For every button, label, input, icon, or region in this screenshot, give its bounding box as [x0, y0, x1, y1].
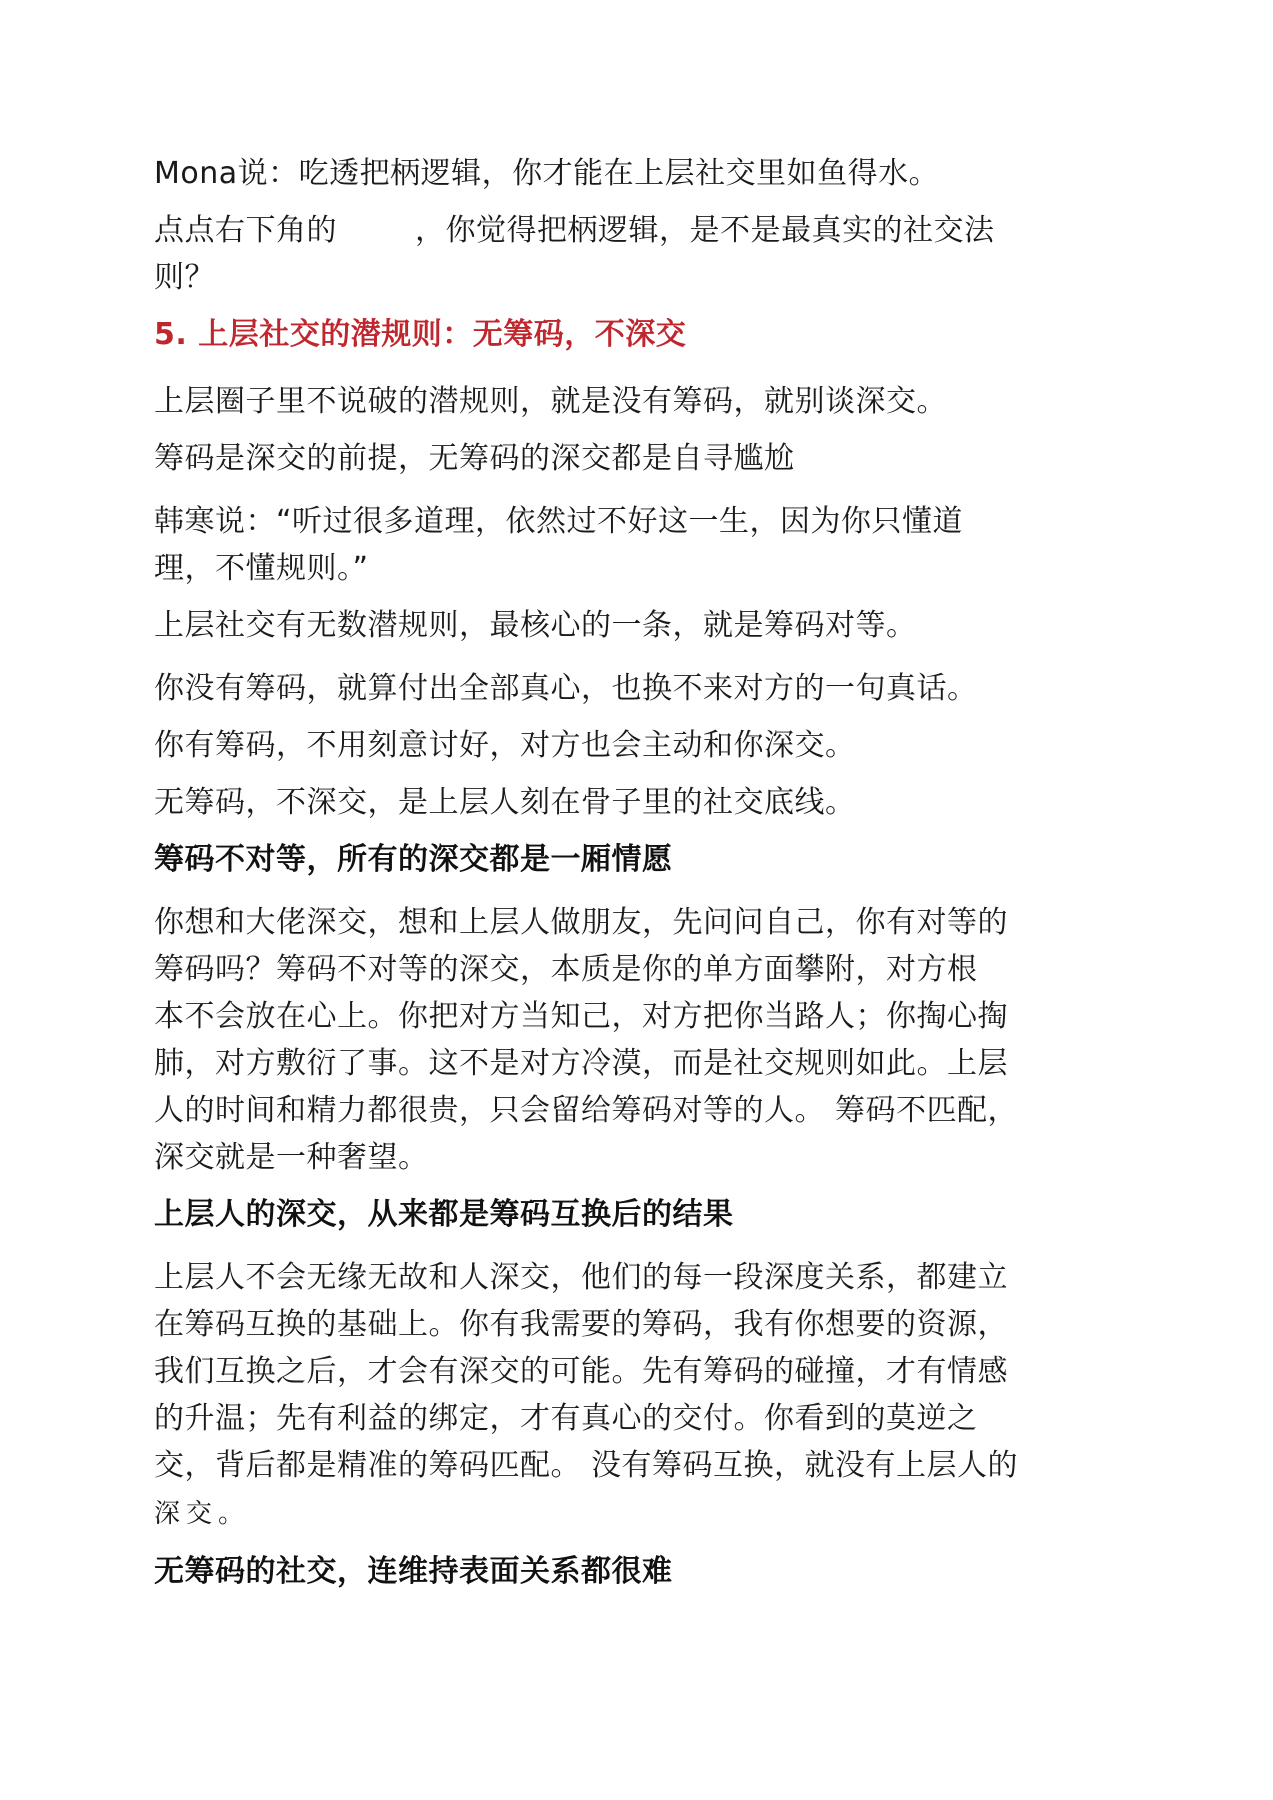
- text-line: 的升温；先有利益的绑定，才有真心的交付。你看到的莫逆之: [154, 1401, 978, 1436]
- hanhan-quote-line1: 韩寒说：“听过很多道理，依然过不好这一生，因为你只懂道: [154, 504, 964, 539]
- like-prompt-line2: 则？: [154, 260, 215, 295]
- paragraph-chips-premise: 筹码是深交的前提，无筹码的深交都是自寻尴尬: [154, 441, 795, 476]
- text-line: 你想和大佬深交，想和上层人做朋友，先问问自己，你有对等的: [154, 905, 1008, 940]
- subheading-chip-exchange: 上层人的深交，从来都是筹码互换后的结果: [154, 1197, 734, 1232]
- paragraph-bottom-line: 无筹码，不深交，是上层人刻在骨子里的社交底线。: [154, 785, 856, 820]
- section-heading-5: 5. 上层社交的潜规则：无筹码，不深交: [154, 317, 687, 352]
- text-line-end: 深交。: [154, 1499, 251, 1529]
- paragraph-unspoken-rule: 上层圈子里不说破的潜规则，就是没有筹码，就别谈深交。: [154, 384, 947, 419]
- subheading-unequal-chips: 筹码不对等，所有的深交都是一厢情愿: [154, 842, 673, 877]
- paragraph-core-rule: 上层社交有无数潜规则，最核心的一条，就是筹码对等。: [154, 608, 917, 643]
- like-prompt-suffix: ，你觉得把柄逻辑，是不是最真实的社交法: [415, 213, 995, 248]
- paragraph-like-prompt: [154, 207, 1124, 301]
- text-line: 本不会放在心上。你把对方当知己，对方把你当路人；你掏心掏: [154, 999, 1008, 1034]
- subheading-surface-relations: 无筹码的社交，连维持表面关系都很难: [154, 1554, 673, 1589]
- text-line: 人的时间和精力都很贵，只会留给筹码对等的人。 筹码不匹配，: [154, 1093, 1019, 1128]
- like-prompt-prefix: 点点右下角的: [154, 213, 337, 248]
- text-line: 在筹码互换的基础上。你有我需要的筹码，我有你想要的资源，: [154, 1307, 1008, 1342]
- text-line: 肺，对方敷衍了事。这不是对方冷漠，而是社交规则如此。上层: [154, 1046, 1008, 1081]
- paragraph-hanhan-quote: [154, 498, 1124, 592]
- hanhan-quote-line2: 理，不懂规则。”: [154, 551, 369, 586]
- paragraph-unequal-chips: [154, 899, 1124, 1181]
- text-line: 上层人不会无缘无故和人深交，他们的每一段深度关系，都建立: [154, 1260, 1008, 1295]
- paragraph-chip-exchange: [154, 1254, 1124, 1538]
- text-line: 深交就是一种奢望。: [154, 1140, 429, 1175]
- paragraph-mona-quote: Mona说：吃透把柄逻辑，你才能在上层社交里如鱼得水。: [154, 156, 940, 191]
- paragraph-no-chips: 你没有筹码，就算付出全部真心，也换不来对方的一句真话。: [154, 671, 978, 706]
- document-page: [154, 150, 1124, 1595]
- paragraph-have-chips: 你有筹码，不用刻意讨好，对方也会主动和你深交。: [154, 728, 856, 763]
- text-line: 我们互换之后，才会有深交的可能。先有筹码的碰撞，才有情感: [154, 1354, 1008, 1389]
- text-line: 筹码吗？筹码不对等的深交，本质是你的单方面攀附，对方根: [154, 952, 978, 987]
- text-line: 交，背后都是精准的筹码匹配。 没有筹码互换，就没有上层人的: [154, 1448, 1019, 1483]
